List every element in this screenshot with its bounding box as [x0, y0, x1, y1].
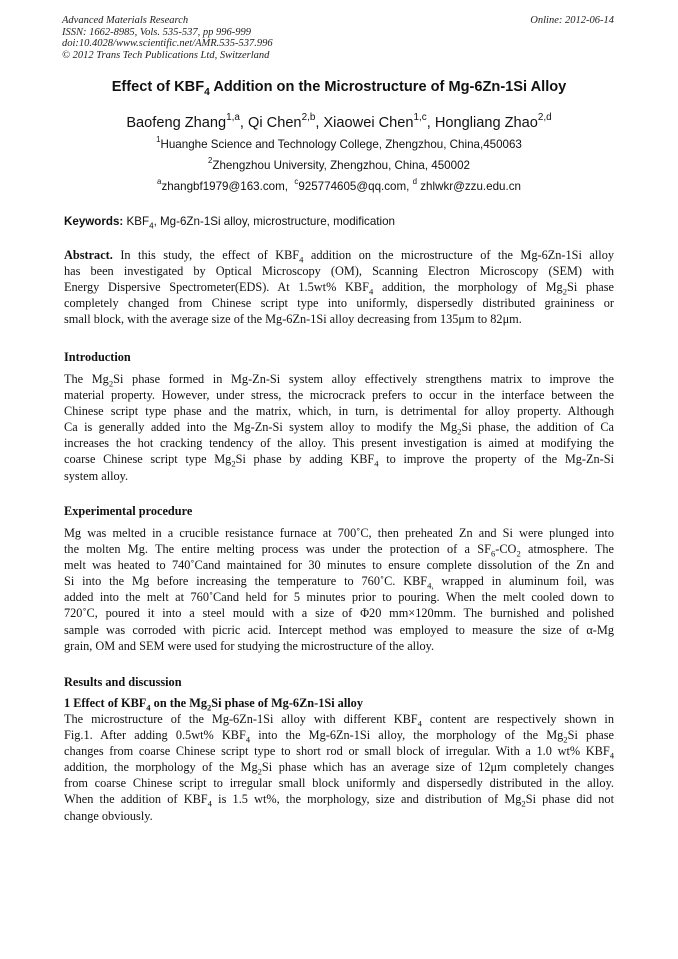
subscript: 4,	[427, 580, 434, 591]
keywords-label: Keywords:	[64, 215, 124, 228]
subscript: 2	[231, 458, 236, 469]
abstract-label: Abstract.	[64, 248, 113, 262]
text-line: Mg was melted in a crucible resistance furnace at 700˚C, then preheated Zn and Si were plunged into	[64, 526, 614, 540]
text-line: Chinese script type phase and the matrix, which, in turn, is detrimental for alloy property. Although	[64, 404, 614, 419]
subheading-subscript: 4	[146, 702, 151, 713]
affiliation-text: Huanghe Science and Technology College, Zhengzhou, China,450063	[160, 138, 522, 151]
subscript: 4	[417, 718, 422, 729]
author-affiliation-marker: 1,c	[413, 112, 427, 124]
text-line: Fig.1. After adding 0.5wt% $KBF_4$ into the Mg-6Zn-1Si alloy, the morphology of the $Mg_2Si$ phase	[64, 728, 614, 745]
text-line: added into the melt at 760˚Cand held for 5 minutes prior to pouring. When the melt cooled down to	[64, 590, 614, 605]
affiliation-2	[0, 156, 678, 172]
text-line: Si into the Mg before increasing the temperature to 760˚C. $KBF_{4,}$ wrapped in aluminum foil, was	[64, 574, 614, 591]
text-line: system alloy.	[64, 468, 129, 483]
text-line: Ca is generally added into the Mg-Zn-Si system alloy to modify the $Mg_2Si$ phase, the addition of Ca	[64, 420, 614, 437]
text-line: increases the hot cracking tendency of the alloy. This present investigation is aimed at modifying the	[64, 436, 614, 451]
journal-name: Advanced Materials Research	[62, 15, 189, 26]
email-link[interactable]: zhangbf1979@163.com,	[161, 180, 288, 193]
subscript: 4	[245, 734, 251, 745]
text-line: the molten Mg. The entire melting process was under the protection of a $SF_6-CO_2$ atmosphere. The	[64, 542, 614, 559]
text-line: Abstract. In this study, the effect of $KBF_4$ addition on the microstructure of the Mg-6Zn-1Si alloy	[64, 248, 614, 265]
experimental-heading: Experimental procedure	[64, 504, 193, 518]
subscript: 4	[299, 254, 304, 265]
author-affiliation-marker: 2,d	[537, 112, 552, 124]
email-marker: c	[294, 177, 299, 187]
text-line: melt was heated to 740˚Cand maintained for 30 minutes to ensure complete dissolution of the Zn and	[64, 558, 614, 573]
keywords-rest: , Mg-6Zn-1Si alloy, microstructure, modification	[153, 215, 395, 228]
subscript: 6	[490, 548, 496, 559]
copyright-line: © 2012 Trans Tech Publications Ltd, Switzerland	[62, 49, 270, 61]
keywords-line	[64, 215, 616, 231]
subscript: 2	[562, 286, 568, 297]
text-line: from coarse Chinese script to irregular small block uniformly and dispersedly distributed in the alloy.	[64, 776, 614, 791]
subheading-text: 1 Effect of KBF	[64, 696, 147, 710]
author-name: Baofeng Zhang	[126, 115, 227, 131]
author-affiliation-marker: 1,a	[226, 112, 240, 124]
journal-header	[62, 15, 273, 61]
text-line: material property. However, under stress, the microcrack prefers to occur in the interface between the	[64, 388, 614, 403]
email-list	[0, 177, 678, 193]
title-text-rest: Addition on the Microstructure of Mg-6Zn-1Si Alloy	[209, 79, 567, 95]
text-line: Energy Dispersive Spectrometer(EDS). At 1.5wt% $KBF_4$ addition, the morphology of $Mg_2Si$ phase	[64, 280, 614, 297]
subscript: 2	[563, 734, 568, 745]
subheading-subscript: 2	[206, 702, 212, 713]
title-text: Effect of KBF	[111, 79, 205, 95]
subheading-text: Si phase of Mg-6Zn-1Si alloy	[211, 696, 363, 710]
results-heading: Results and discussion	[64, 675, 182, 689]
text-line: coarse Chinese script type $Mg_2Si$ phase by adding $KBF_4$ to improve the property of the Mg-Zn-Si	[64, 452, 615, 469]
introduction-paragraph	[64, 371, 614, 484]
subscript: 4	[609, 750, 614, 761]
online-date: Online: 2012-06-14	[530, 15, 614, 26]
affiliation-marker: 1	[156, 135, 161, 145]
email-link[interactable]: zhlwkr@zzu.edu.cn	[420, 180, 521, 193]
email-marker: a	[157, 177, 162, 187]
keyword-kbf: KBF	[123, 215, 150, 228]
text-line: small block, with the average size of the Mg-6Zn-1Si alloy decreasing from 135μm to 82μm.	[64, 312, 522, 327]
results-subheading	[64, 696, 363, 711]
email-link[interactable]: 925774605@qq.com,	[298, 180, 410, 193]
text-line: grain, OM and SEM were used for studying the microstructure of the alloy.	[64, 638, 435, 653]
affiliation-1	[0, 135, 678, 151]
subscript: 4	[368, 286, 374, 297]
text-line: has been investigated by Optical Microscopy (OM), Scanning Electron Microscopy (SEM) with	[64, 264, 614, 279]
results-paragraph	[64, 711, 614, 824]
text-line: completely changed from Chinese script type into uniformly, dispersedly distributed graininess or	[64, 296, 614, 311]
issn-line: ISSN: 1662-8985, Vols. 535-537, pp 996-999	[62, 26, 251, 38]
introduction-heading: Introduction	[64, 350, 131, 364]
keyword-subscript: 4	[149, 221, 154, 231]
abstract-paragraph	[64, 247, 614, 327]
author-affiliation-marker: 2,b	[301, 112, 316, 124]
text-line: When the addition of $KBF_4$ is 1.5 wt%, the morphology, size and distribution of $Mg_2Si$ phase did not	[64, 792, 615, 809]
affiliation-text: Zhengzhou University, Zhengzhou, China, 450002	[212, 159, 470, 172]
email-marker: d	[412, 177, 418, 187]
subscript: 2	[257, 766, 262, 777]
author-name: Qi Chen	[248, 115, 302, 131]
subscript: 2	[521, 798, 526, 809]
text-line: addition, the morphology of the $Mg_2Si$ phase which has an average size of 12μm completely changes	[64, 760, 614, 777]
subscript: 4	[207, 798, 212, 809]
title-subscript: 4	[204, 86, 210, 98]
author-name: Hongliang Zhao	[434, 115, 538, 131]
text-line: change obviously.	[64, 808, 153, 823]
subscript: 2	[516, 548, 521, 559]
subheading-text: on the Mg	[150, 696, 207, 710]
doi-line: doi:10.4028/www.scientific.net/AMR.535-537.996	[62, 38, 273, 49]
author-list: Baofeng Zhang$^{1,a}$, Qi Chen$^{2,b}$, Xiaowei Chen$^{1,c}$, Hongliang Zhao$^{2,d}$	[126, 112, 552, 131]
text-line: The $Mg_2Si$ phase formed in Mg-Zn-Si system alloy effectively strengthens matrix to improve the	[64, 372, 614, 389]
affiliation-marker: 2	[208, 156, 213, 166]
experimental-paragraph	[64, 525, 614, 654]
text-line: 720˚C, poured it into a steel mould with a size of Φ20 mm×120mm. The burnished and polished	[64, 606, 614, 621]
subscript: 2	[457, 426, 462, 437]
subscript: 4	[374, 458, 379, 469]
author-name: Xiaowei Chen	[323, 115, 414, 131]
paper-title	[0, 79, 678, 98]
subscript: 2	[108, 378, 114, 389]
text-line: sample was corroded with picric acid. Intercept method was employed to measure the size of α-Mg	[64, 622, 614, 637]
text-line: changes from coarse Chinese script type to short rod or small block of irregular. With a 1.0 wt% $KBF_4$	[64, 744, 614, 761]
text-line: The microstructure of the Mg-6Zn-1Si alloy with different $KBF_4$ content are respectively shown in	[64, 712, 614, 729]
